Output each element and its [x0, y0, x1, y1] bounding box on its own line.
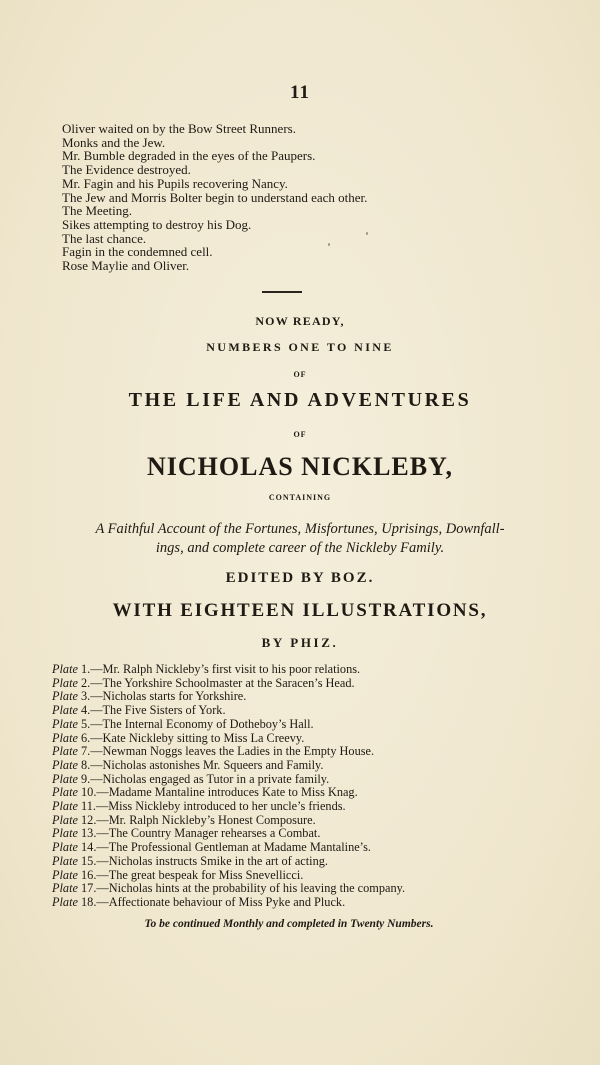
list-item: Monks and the Jew.	[62, 134, 166, 150]
list-item: Mr. Fagin and his Pupils recovering Nancy.	[62, 175, 288, 191]
now-ready-heading: NOW READY,	[255, 314, 345, 328]
plate-row	[52, 718, 562, 732]
list-item: Fagin in the condemned cell.	[62, 244, 213, 260]
plate-row	[52, 827, 562, 841]
plate-label: Plate	[52, 826, 78, 841]
description-line: ings, and complete career of the Nickleby Family.	[155, 540, 445, 556]
plate-text: 8.—Nicholas astonishes Mr. Squeers and Family.	[81, 757, 324, 772]
plate-text: 15.—Nicholas instructs Smike in the art of acting.	[81, 853, 328, 868]
description	[40, 520, 560, 558]
numbers-heading: NUMBERS ONE TO NINE	[206, 340, 394, 354]
plate-text: 1.—Mr. Ralph Nickleby’s first visit to his poor relations.	[81, 662, 361, 676]
plate-row	[52, 773, 562, 787]
plate-label: Plate	[52, 799, 78, 814]
plate-row	[52, 869, 562, 883]
plate-label: Plate	[52, 771, 78, 786]
plate-text: 17.—Nicholas hints at the probability of his leaving the company.	[81, 881, 406, 896]
plate-label: Plate	[52, 853, 78, 868]
plate-row	[52, 800, 562, 814]
plate-label: Plate	[52, 840, 78, 855]
plate-text: 4.—The Five Sisters of York.	[81, 703, 226, 718]
list-item: Rose Maylie and Oliver.	[62, 258, 190, 274]
plate-row	[52, 814, 562, 828]
plate-row	[52, 663, 562, 677]
editor-line: EDITED BY BOZ.	[225, 570, 375, 586]
plate-row	[52, 841, 562, 855]
list-item: The Evidence destroyed.	[62, 162, 191, 178]
plate-label: Plate	[52, 894, 78, 909]
plate-text: 18.—Affectionate behaviour of Miss Pyke and Pluck.	[81, 894, 346, 909]
plate-text: 5.—The Internal Economy of Dotheboy’s Hall.	[81, 716, 314, 731]
plate-row	[52, 690, 562, 704]
plate-row	[52, 896, 562, 910]
list-item: Sikes attempting to destroy his Dog.	[62, 216, 252, 232]
illustrator-line: BY PHIZ.	[261, 635, 339, 650]
containing-label: CONTAINING	[268, 493, 332, 502]
plate-label: Plate	[52, 881, 78, 896]
plate-label: Plate	[52, 785, 78, 800]
description-line: A Faithful Account of the Fortunes, Misfortunes, Uprisings, Downfall-	[95, 521, 505, 537]
plate-label: Plate	[52, 675, 78, 690]
plate-row	[52, 786, 562, 800]
plate-label: Plate	[52, 812, 78, 827]
plate-label: Plate	[52, 867, 78, 882]
plate-row	[52, 855, 562, 869]
plate-text: 3.—Nicholas starts for Yorkshire.	[81, 689, 247, 704]
plate-label: Plate	[52, 689, 78, 704]
plate-label: Plate	[52, 730, 78, 745]
plate-text: 11.—Miss Nickleby introduced to her uncle’s friends.	[81, 799, 346, 814]
of-label: OF	[293, 430, 307, 439]
plate-row	[52, 732, 562, 746]
plate-text: 10.—Madame Mantaline introduces Kate to Miss Knag.	[81, 785, 358, 800]
list-item: The Jew and Morris Bolter begin to understand each other.	[62, 189, 368, 205]
list-item: Mr. Bumble degraded in the eyes of the Paupers.	[62, 148, 316, 164]
book-name: NICHOLAS NICKLEBY,	[146, 452, 453, 481]
plate-row	[52, 677, 562, 691]
plate-text: 13.—The Country Manager rehearses a Combat.	[81, 826, 321, 841]
plate-row	[52, 882, 562, 896]
publication-note: To be continued Monthly and completed in Twenty Numbers.	[144, 918, 434, 930]
plate-label: Plate	[52, 716, 78, 731]
plate-label: Plate	[52, 744, 78, 759]
illustrations-heading: WITH EIGHTEEN ILLUSTRATIONS,	[112, 600, 488, 621]
plate-text: 7.—Newman Noggs leaves the Ladies in the Empty House.	[81, 744, 375, 759]
plate-text: 9.—Nicholas engaged as Tutor in a private family.	[81, 771, 330, 786]
page-number: 11	[290, 82, 310, 103]
paper-speck	[328, 243, 330, 246]
plate-text: 2.—The Yorkshire Schoolmaster at the Saracen’s Head.	[81, 675, 355, 690]
list-item: The Meeting.	[62, 203, 133, 219]
illustration-list	[62, 122, 542, 273]
list-item: The last chance.	[62, 230, 147, 246]
of-label: OF	[293, 370, 307, 379]
plate-text: 16.—The great bespeak for Miss Snevellicci.	[81, 867, 304, 882]
paper-speck	[366, 232, 368, 235]
section-divider	[262, 291, 302, 293]
plate-text: 14.—The Professional Gentleman at Madame Mantaline’s.	[81, 840, 371, 855]
work-title: THE LIFE AND ADVENTURES	[128, 389, 472, 411]
plate-text: 6.—Kate Nickleby sitting to Miss La Creevy.	[81, 730, 305, 745]
plates-list	[52, 663, 562, 910]
plate-row	[52, 759, 562, 773]
plate-text: 12.—Mr. Ralph Nickleby’s Honest Composure.	[81, 812, 316, 827]
plate-label: Plate	[52, 703, 78, 718]
list-item: Oliver waited on by the Bow Street Runners.	[62, 121, 296, 136]
plate-row	[52, 704, 562, 718]
plate-label: Plate	[52, 757, 78, 772]
plate-row	[52, 745, 562, 759]
plate-label: Plate	[52, 662, 78, 676]
